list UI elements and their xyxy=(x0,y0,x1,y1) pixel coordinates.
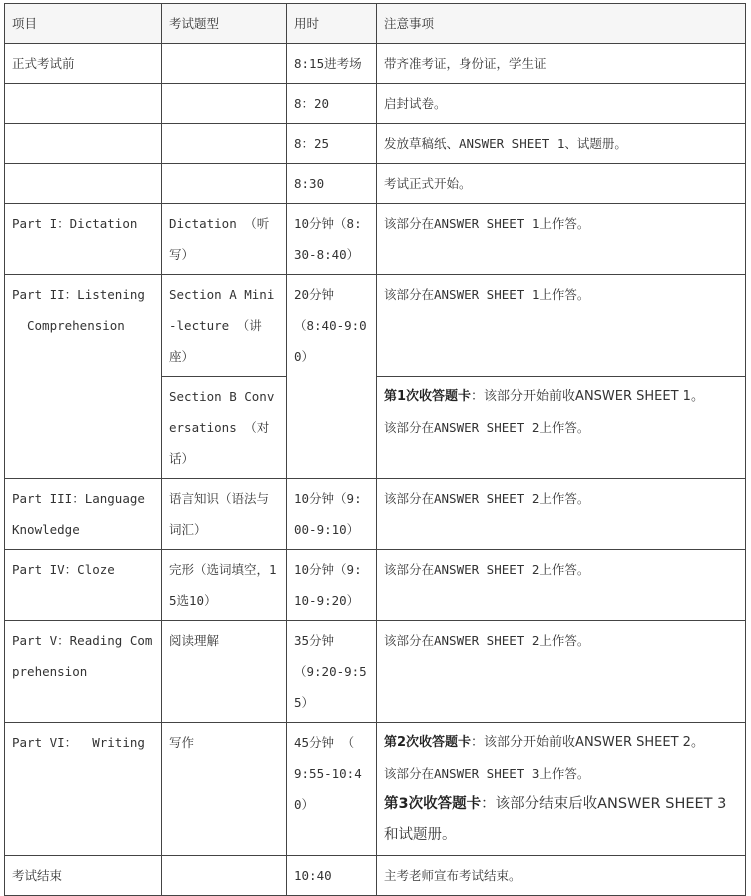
note-line xyxy=(384,789,738,851)
cell-item xyxy=(5,164,162,204)
cell-note: 主考老师宣布考试结束。 xyxy=(377,856,746,896)
cell-type: Section B Conversations （对话） xyxy=(162,377,287,479)
cell-note: 该部分在ANSWER SHEET 1上作答。 xyxy=(377,204,746,275)
cell-item xyxy=(5,124,162,164)
item-line: Part II：Listening xyxy=(12,287,145,302)
table-row xyxy=(5,275,746,377)
cell-note: 该部分在ANSWER SHEET 2上作答。 xyxy=(377,479,746,550)
cell-item xyxy=(5,84,162,124)
collect-answer-sheet-label: 第2次收答题卡 xyxy=(384,735,472,750)
cell-item: 考试结束 xyxy=(5,856,162,896)
collect-answer-sheet-label: 第1次收答题卡 xyxy=(384,389,472,404)
cell-type xyxy=(162,856,287,896)
header-time: 用时 xyxy=(287,4,377,44)
table-row xyxy=(5,124,746,164)
table-row xyxy=(5,856,746,896)
cell-type xyxy=(162,44,287,84)
cell-item xyxy=(5,275,162,479)
cell-time: 10分钟（8:30-8:40） xyxy=(287,204,377,275)
cell-type xyxy=(162,164,287,204)
cell-note: 考试正式开始。 xyxy=(377,164,746,204)
cell-note: 该部分在ANSWER SHEET 2上作答。 xyxy=(377,550,746,621)
cell-item: Part VI： Writing xyxy=(5,723,162,856)
table-row xyxy=(5,204,746,275)
note-line: 该部分在ANSWER SHEET 2上作答。 xyxy=(384,420,590,435)
cell-type: Section A Mini-lecture （讲座） xyxy=(162,275,287,377)
cell-time: 10分钟（9:00-9:10） xyxy=(287,479,377,550)
cell-type: 阅读理解 xyxy=(162,621,287,723)
cell-item: Part I：Dictation xyxy=(5,204,162,275)
cell-note: 该部分在ANSWER SHEET 2上作答。 xyxy=(377,621,746,723)
note-line: 该部分在ANSWER SHEET 3上作答。 xyxy=(384,766,590,781)
note-text: ：该部分结束后收ANSWER SHEET 3和试题册。 xyxy=(384,796,727,843)
cell-time: 8：25 xyxy=(287,124,377,164)
table-row xyxy=(5,621,746,723)
item-line: Comprehension xyxy=(27,318,125,333)
header-notes: 注意事项 xyxy=(377,4,746,44)
note-line xyxy=(384,727,738,758)
cell-note: 发放草稿纸、ANSWER SHEET 1、试题册。 xyxy=(377,124,746,164)
cell-type: 完形（选词填空，15选10） xyxy=(162,550,287,621)
table-row xyxy=(5,550,746,621)
cell-item: 正式考试前 xyxy=(5,44,162,84)
table-row xyxy=(5,84,746,124)
header-type: 考试题型 xyxy=(162,4,287,44)
note-text: ：该部分开始前收ANSWER SHEET 2。 xyxy=(471,735,704,750)
cell-note xyxy=(377,723,746,856)
note-line xyxy=(384,381,738,412)
cell-note xyxy=(377,377,746,479)
table-row xyxy=(5,479,746,550)
table-row xyxy=(5,44,746,84)
cell-time: 45分钟 （ 9:55-10:40） xyxy=(287,723,377,856)
table-row xyxy=(5,164,746,204)
cell-time: 8:30 xyxy=(287,164,377,204)
cell-note: 该部分在ANSWER SHEET 1上作答。 xyxy=(377,275,746,377)
header-item: 项目 xyxy=(5,4,162,44)
cell-note: 带齐准考证，身份证，学生证 xyxy=(377,44,746,84)
exam-schedule-table xyxy=(4,3,746,896)
cell-item: Part IV：Cloze xyxy=(5,550,162,621)
cell-note: 启封试卷。 xyxy=(377,84,746,124)
note-text: ：该部分开始前收ANSWER SHEET 1。 xyxy=(471,389,704,404)
cell-type xyxy=(162,124,287,164)
cell-time: 35分钟 （9:20-9:55） xyxy=(287,621,377,723)
cell-type: 写作 xyxy=(162,723,287,856)
cell-time: 10分钟（9:10-9:20） xyxy=(287,550,377,621)
table-row xyxy=(5,723,746,856)
cell-type: 语言知识（语法与词汇） xyxy=(162,479,287,550)
cell-time: 10:40 xyxy=(287,856,377,896)
cell-item: Part V：Reading Comprehension xyxy=(5,621,162,723)
cell-type: Dictation （听写） xyxy=(162,204,287,275)
cell-item: Part III：Language Knowledge xyxy=(5,479,162,550)
cell-time: 8：20 xyxy=(287,84,377,124)
cell-time: 20分钟 （8:40-9:00） xyxy=(287,275,377,479)
cell-type xyxy=(162,84,287,124)
collect-answer-sheet-label: 第3次收答题卡 xyxy=(384,796,482,812)
cell-time: 8:15进考场 xyxy=(287,44,377,84)
table-header-row xyxy=(5,4,746,44)
